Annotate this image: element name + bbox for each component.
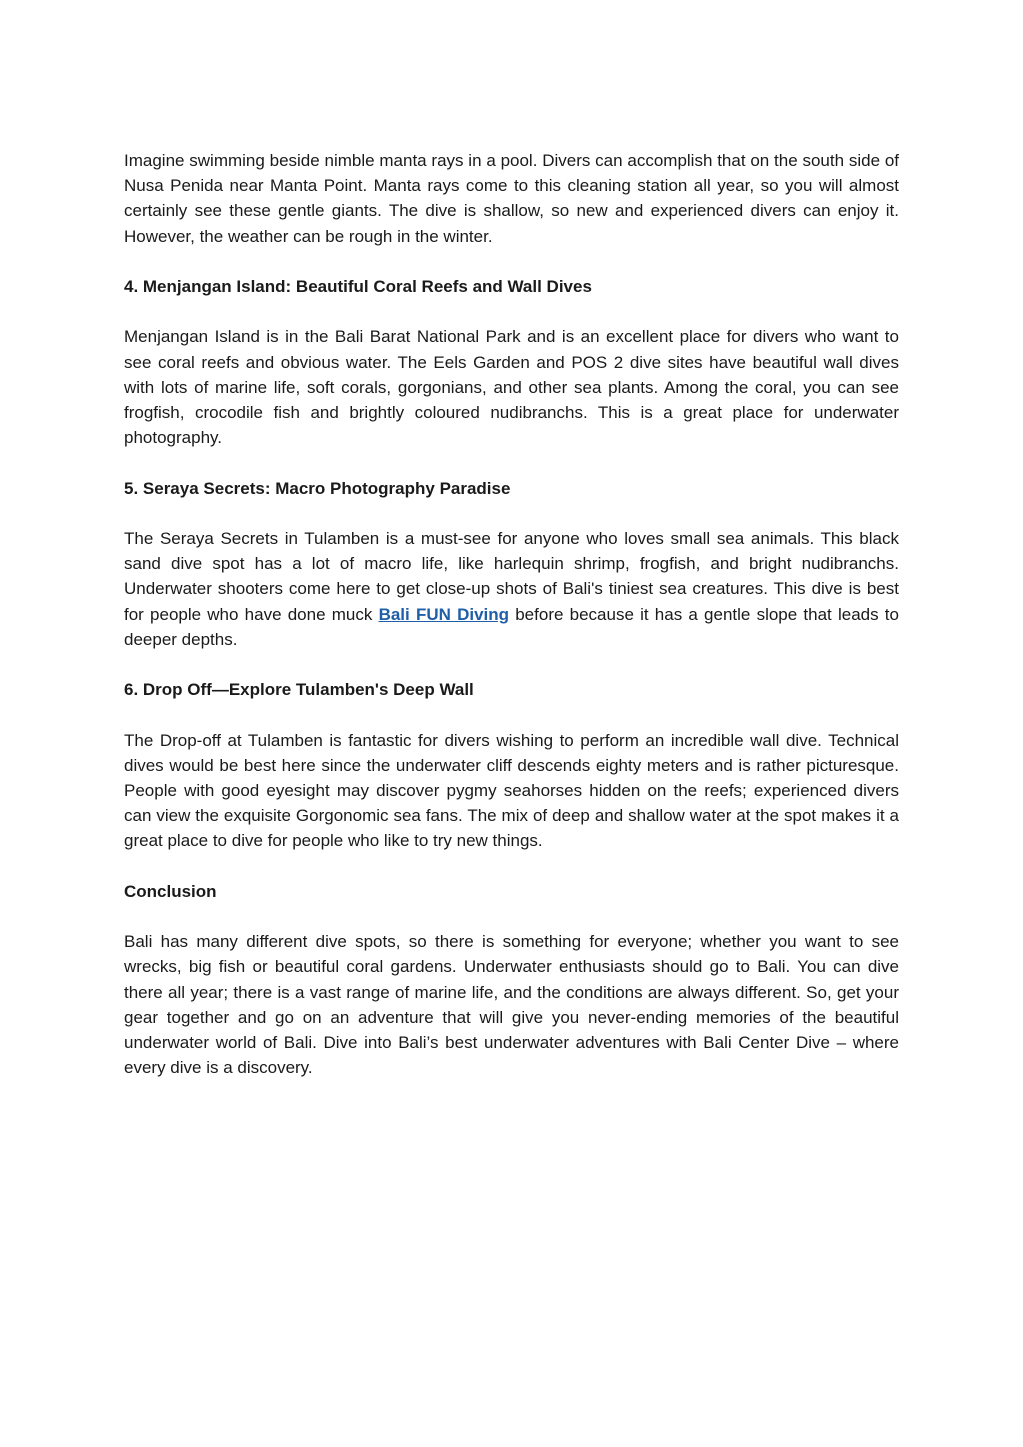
section-body-seraya — [124, 526, 899, 652]
section-heading-drop-off: 6. Drop Off—Explore Tulamben's Deep Wall — [124, 680, 474, 700]
section-body-menjangan: Menjangan Island is in the Bali Barat National Park and is an excellent place for divers who want to see coral reefs and obvious water. The Eels Garden and POS 2 dive sites have beautiful wall dives with lots of marine life, soft corals, gorgonians, and other sea plants. Among the coral, you can see frogfish, crocodile fish and brightly coloured nudibranchs. This is a great place for underwater photography. — [124, 327, 899, 448]
seraya-text-before-link: The Seraya Secrets in Tulamben is a must-see for anyone who loves small sea animals. This black sand dive spot has a lot of macro life, like harlequin shrimp, frogfish, and bright nudibranchs. Underwater shooters come here to get close-up shots of Bali's tiniest sea creatures. This dive is best for people who have done muck — [124, 528, 899, 624]
section-heading-seraya: 5. Seraya Secrets: Macro Photography Paradise — [124, 478, 511, 498]
conclusion-heading: Conclusion — [124, 881, 217, 901]
bali-fun-diving-link[interactable]: Bali FUN Diving — [378, 604, 510, 624]
conclusion-body: Bali has many different dive spots, so there is something for everyone; whether you want to see wrecks, big fish or beautiful coral gardens. Underwater enthusiasts should go to Bali. You can dive there all year; there is a vast range of marine life, and the conditions are always different. So, get your gear together and go on an adventure that will give you never-ending memories of the beautiful underwater world of Bali. Dive into Bali’s best underwater adventures with Bali Center Dive – where every dive is a discovery. — [124, 932, 899, 1078]
document-page — [124, 148, 899, 1106]
seraya-text-after-link: before because it has a gentle slope that leads to deeper depths. — [124, 604, 899, 649]
section-heading-menjangan: 4. Menjangan Island: Beautiful Coral Reefs and Wall Dives — [124, 277, 592, 296]
intro-paragraph: Imagine swimming beside nimble manta rays in a pool. Divers can accomplish that on the south side of Nusa Penida near Manta Point. Manta rays come to this cleaning station all year, so you will almost certainly see these gentle giants. The dive is shallow, so new and experienced divers can enjoy it. However, the weather can be rough in the winter. — [124, 151, 899, 246]
section-body-drop-off: The Drop-off at Tulamben is fantastic for divers wishing to perform an incredible wall dive. Technical dives would be best here since the underwater cliff descends eighty meters and is rather picturesque. People with good eyesight may discover pygmy seahorses hidden on the reefs; experienced divers can view the exquisite Gorgonomic sea fans. The mix of deep and shallow water at the spot makes it a great place to dive for people who like to try new things. — [124, 730, 899, 851]
